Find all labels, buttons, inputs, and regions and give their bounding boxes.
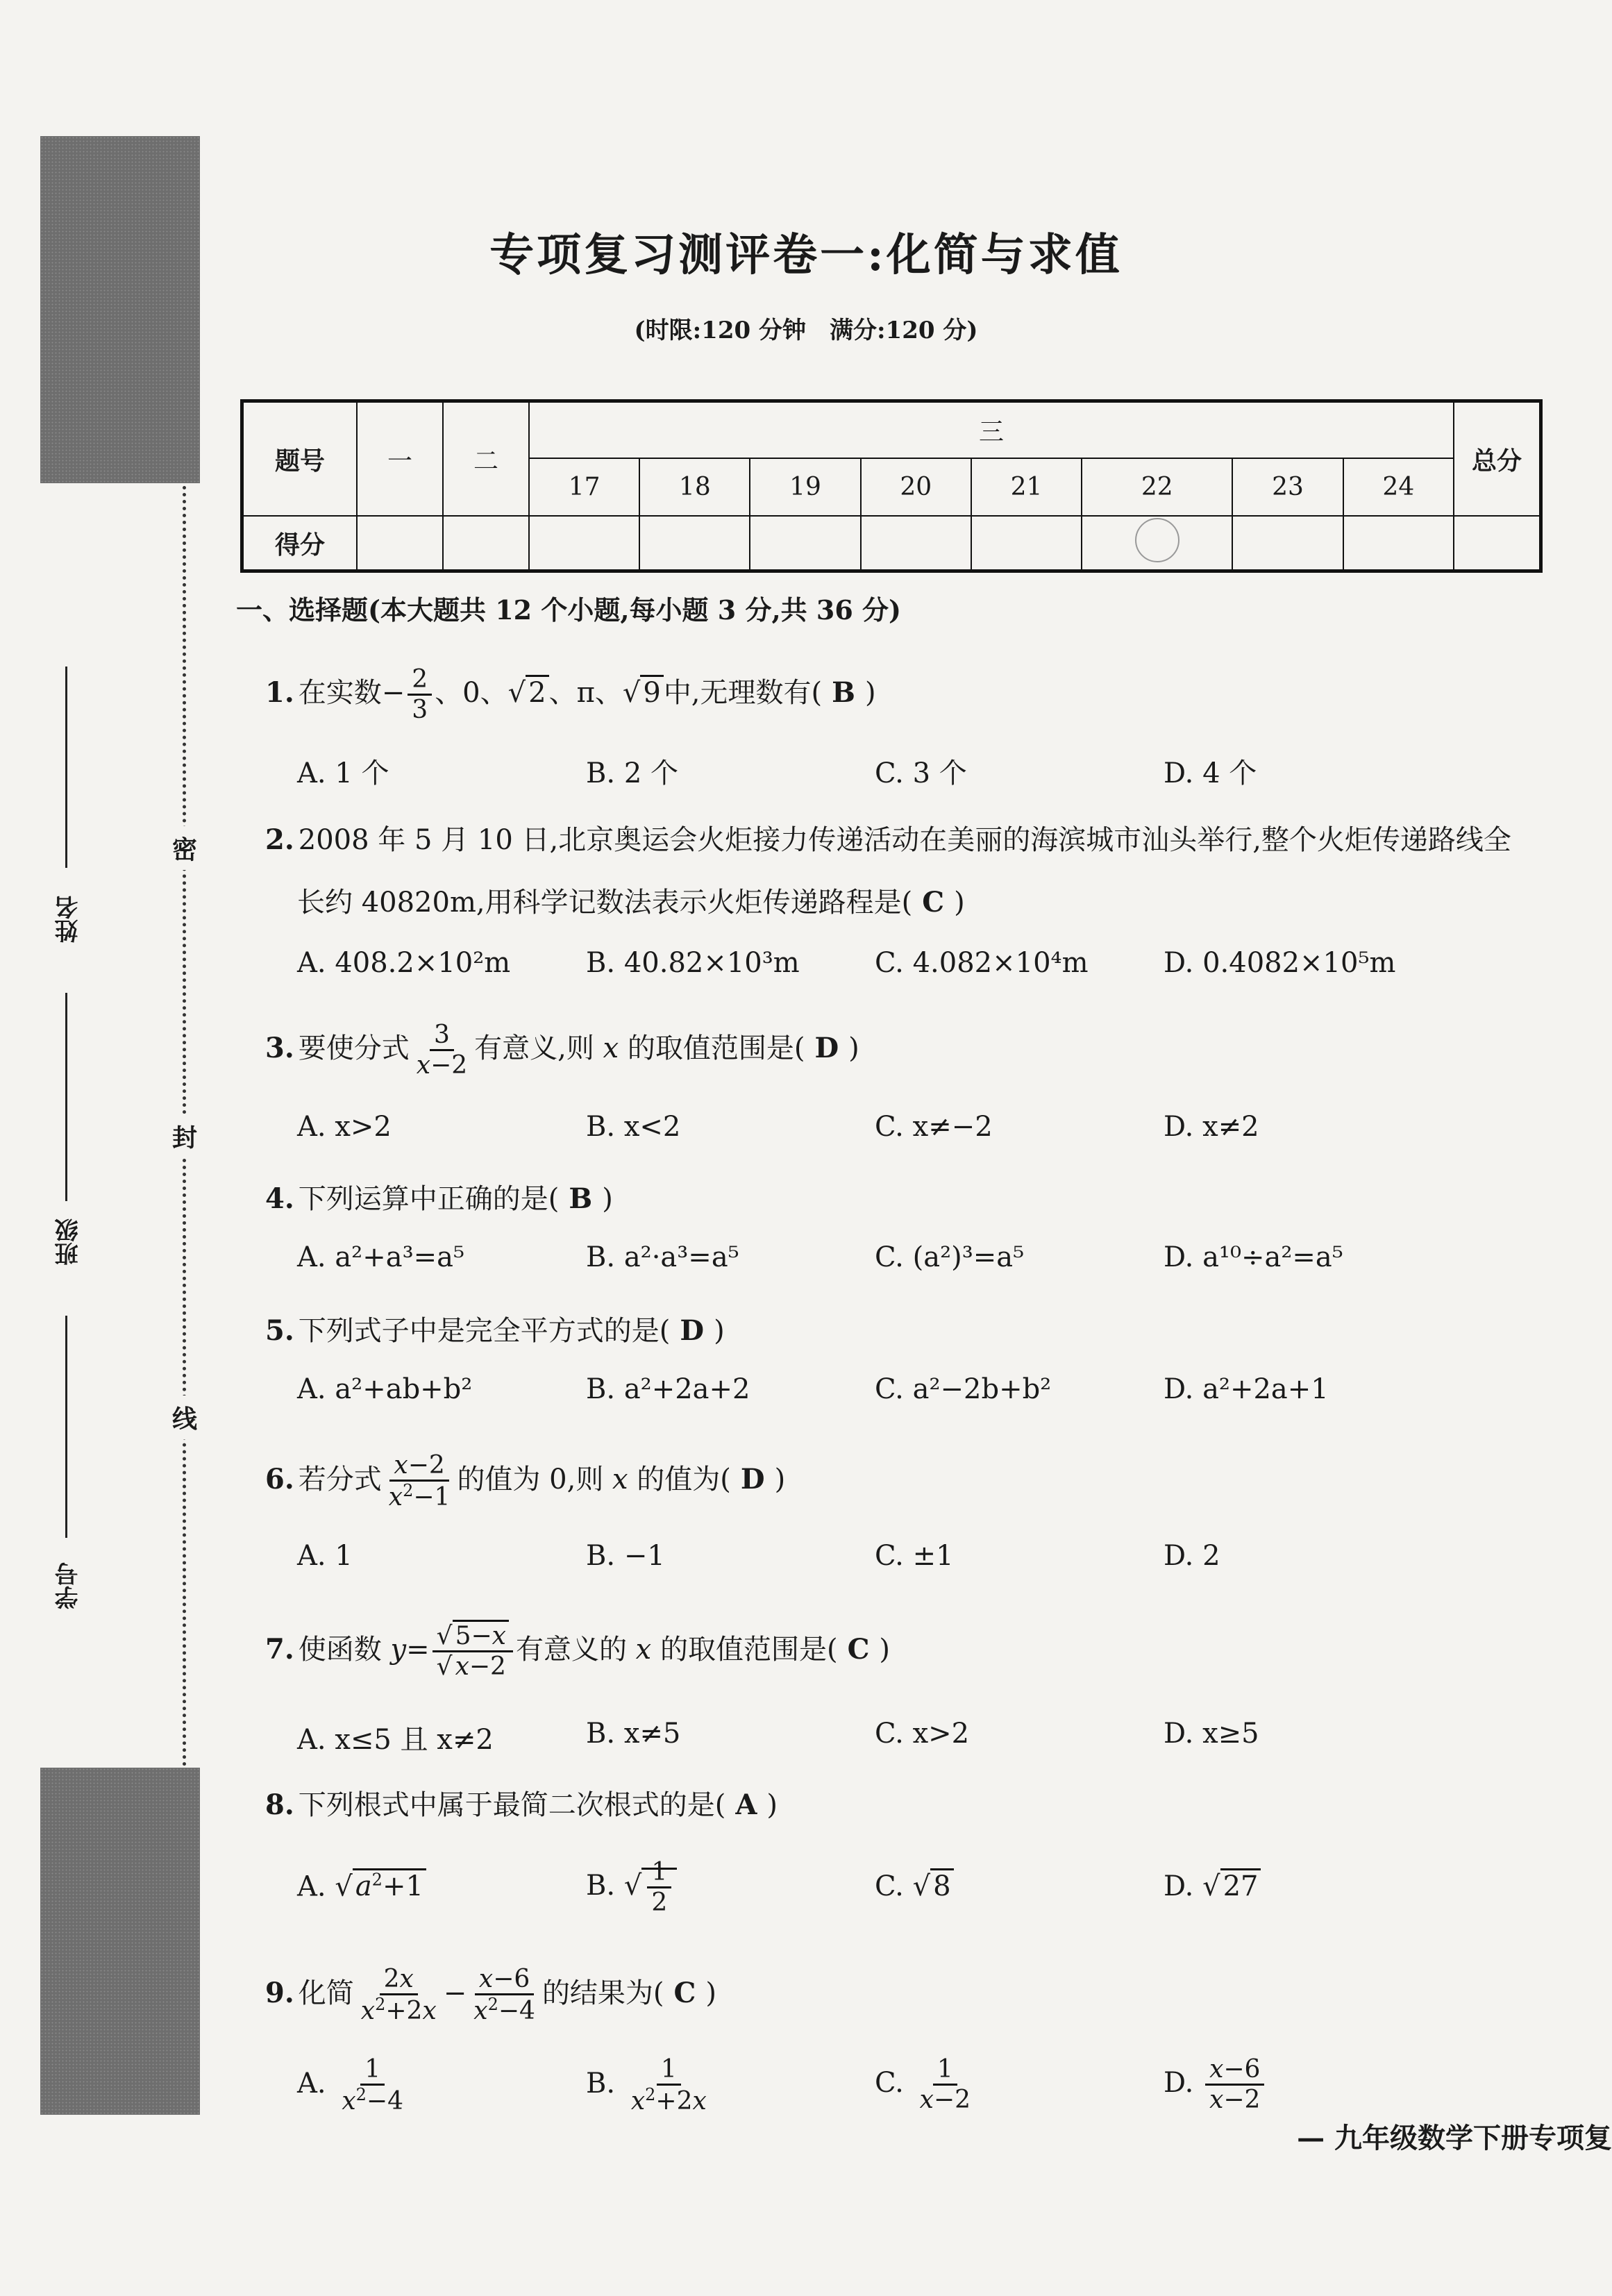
- q-num-19: 19: [750, 458, 860, 516]
- q3-option-d: D. x≠2: [1164, 1111, 1259, 1143]
- q2-option-c: C. 4.082×10⁴m: [875, 947, 1089, 979]
- name-label: 姓名: [55, 896, 83, 943]
- score-cell[interactable]: [861, 516, 971, 571]
- q6-option-d: D. 2: [1164, 1540, 1220, 1572]
- q7-option-d: D. x≥5: [1164, 1718, 1259, 1750]
- page-title: 专项复习测评卷一:化简与求值: [489, 229, 1123, 281]
- q8-option-a: A. √ $a^2+1$: [297, 1870, 426, 1902]
- q2-option-d: D. 0.4082×10⁵m: [1164, 947, 1396, 979]
- binding-gray-block-top: [40, 136, 200, 483]
- question-9: 9. 化简 $\frac{2x}{x^2+2x}$ − $\frac{x-6}{x^2-4}$ 的结果为( C ): [265, 1965, 716, 2026]
- name-line: [65, 667, 67, 868]
- q1-option-c: C. 3 个: [875, 757, 967, 789]
- question-number: 2.: [265, 823, 294, 856]
- q-num-18: 18: [639, 458, 750, 516]
- q4-option-c: C. (a²)³=a⁵: [875, 1241, 1025, 1273]
- q9-option-d: D. $\frac{x-6}{x-2}$: [1164, 2055, 1267, 2115]
- question-text: 下列式子中是完全平方式的是(: [298, 1315, 671, 1347]
- q4-option-b: B. a²·a³=a⁵: [586, 1241, 739, 1273]
- class-line-top: [65, 993, 67, 1201]
- q6-option-a: A. 1: [297, 1540, 353, 1572]
- seal-char-feng: 封: [172, 1114, 197, 1158]
- q-num-20: 20: [861, 458, 971, 516]
- answer: C: [847, 1632, 870, 1666]
- q3-option-c: C. x≠−2: [875, 1111, 993, 1143]
- question-6: 6. 若分式 $\frac{x-2}{x^2-1}$ 的值为 0,则 x 的值为( D ): [265, 1451, 786, 1512]
- q3-option-a: A. x>2: [297, 1111, 392, 1143]
- score-cell[interactable]: [1343, 516, 1454, 571]
- q9-option-b: B. $\frac{1}{x^2+2x}$: [586, 2055, 707, 2116]
- question-number: 5.: [265, 1314, 294, 1347]
- question-2: [265, 818, 1511, 857]
- answer: D: [680, 1314, 705, 1347]
- score-label: 得分: [242, 516, 358, 571]
- q9-option-c: C. $\frac{1}{x-2}$: [875, 2055, 971, 2115]
- question-text: 下列根式中属于最简二次根式的是(: [298, 1789, 726, 1821]
- q8-option-b: B. √ $\frac{1}{2}$: [586, 1858, 677, 1918]
- score-cell[interactable]: [750, 516, 860, 571]
- question-text: 2008 年 5 月 10 日,北京奥运会火炬接力传递活动在美丽的海滨城市汕头举行,整个火炬传递路线全: [298, 824, 1511, 856]
- q2-option-a: A. 408.2×10²m: [297, 947, 511, 979]
- question-2-line-2: 长约 40820m,用科学记数法表示火炬传递路程是( C ): [297, 886, 965, 919]
- part-2-header: 二: [443, 401, 529, 517]
- section-1-heading: 一、选择题(本大题共 12 个小题,每小题 3 分,共 36 分): [236, 594, 901, 626]
- seal-char-mi: 密: [172, 826, 197, 870]
- q3-option-b: B. x<2: [586, 1111, 681, 1143]
- answer: D: [814, 1031, 839, 1064]
- question-4: 4. 下列运算中正确的是( B ): [265, 1182, 613, 1215]
- id-label: 学号: [55, 1562, 83, 1609]
- q5-option-c: C. a²−2b+b²: [875, 1373, 1052, 1405]
- question-number: 3.: [265, 1031, 294, 1064]
- q7-option-b: B. x≠5: [586, 1718, 681, 1750]
- score-cell[interactable]: [1082, 516, 1232, 571]
- class-line-bottom: [65, 1316, 67, 1538]
- answer: C: [922, 886, 945, 919]
- score-cell[interactable]: [1454, 516, 1541, 571]
- answer: A: [735, 1788, 757, 1821]
- answer: B: [569, 1182, 593, 1215]
- q2-option-b: B. 40.82×10³m: [586, 947, 800, 979]
- question-text: 长约 40820m,用科学记数法表示火炬传递路程是(: [297, 887, 913, 919]
- question-number: 1.: [265, 676, 294, 709]
- q6-option-c: C. ±1: [875, 1540, 954, 1572]
- q8-option-c: C. √ 8: [875, 1870, 954, 1902]
- score-cell[interactable]: [1232, 516, 1343, 571]
- q7-option-c: C. x>2: [875, 1718, 970, 1750]
- q-num-17: 17: [529, 458, 639, 516]
- score-cell[interactable]: [971, 516, 1082, 571]
- q4-option-a: A. a²+a³=a⁵: [297, 1241, 464, 1273]
- question-number: 9.: [265, 1976, 294, 2009]
- q-num-21: 21: [971, 458, 1082, 516]
- row-label: 题号: [242, 401, 358, 517]
- part-3-header: 三: [529, 401, 1454, 459]
- q6-option-b: B. −1: [586, 1540, 665, 1572]
- q8-option-d: D. √ 27: [1164, 1870, 1261, 1902]
- q7-option-a: A. x≤5 且 x≠2: [297, 1724, 494, 1756]
- question-number: 4.: [265, 1182, 294, 1215]
- score-cell[interactable]: [357, 516, 443, 571]
- answer: B: [832, 676, 855, 709]
- q5-option-d: D. a²+2a+1: [1164, 1373, 1329, 1405]
- question-number: 6.: [265, 1462, 294, 1495]
- q1-option-d: D. 4 个: [1164, 757, 1257, 789]
- total-header: 总分: [1454, 401, 1541, 517]
- q-num-24: 24: [1343, 458, 1454, 516]
- question-5: 5. 下列式子中是完全平方式的是( D ): [265, 1314, 725, 1347]
- page-subtitle: (时限:120 分钟 满分:120 分): [634, 317, 978, 344]
- q5-option-b: B. a²+2a+2: [586, 1373, 750, 1405]
- question-8: 8. 下列根式中属于最简二次根式的是( A ): [265, 1788, 778, 1821]
- q1-option-a: A. 1 个: [297, 757, 389, 789]
- score-cell[interactable]: [443, 516, 529, 571]
- question-1: 1. 在实数− $\frac{2}{3}$ 、0、√ 2 、π、√ 9 中,无理数有( B ): [265, 665, 876, 725]
- question-7: 7. 使函数 y= $\frac{√ 5-x}{√ x-2}$ 有意义的 x 的取值范围是( C ): [265, 1622, 890, 1682]
- answer: C: [673, 1976, 696, 2009]
- q-num-23: 23: [1232, 458, 1343, 516]
- class-label: 班级: [55, 1218, 83, 1266]
- answer: D: [740, 1462, 765, 1495]
- question-number: 8.: [265, 1788, 294, 1821]
- binding-gray-block-bottom: [40, 1768, 200, 2115]
- page-footer: — 九年级数学下册专项复: [1297, 2122, 1612, 2154]
- q-num-22: 22: [1082, 458, 1232, 516]
- seal-char-xian: 线: [172, 1396, 197, 1439]
- score-cell[interactable]: [529, 516, 639, 571]
- question-3: 3. 要使分式 $\frac{3}{x-2}$ 有意义,则 x 的取值范围是( D ): [265, 1021, 859, 1080]
- score-cell[interactable]: [639, 516, 750, 571]
- score-table: [240, 399, 1543, 573]
- q1-option-b: B. 2 个: [586, 757, 678, 789]
- part-1-header: 一: [357, 401, 443, 517]
- q5-option-a: A. a²+ab+b²: [297, 1373, 473, 1405]
- stamp-icon: [1135, 518, 1179, 562]
- question-number: 7.: [265, 1632, 294, 1666]
- q9-option-a: A. $\frac{1}{x^2-4}$: [297, 2055, 403, 2116]
- q4-option-d: D. a¹⁰÷a²=a⁵: [1164, 1241, 1343, 1273]
- question-text: 下列运算中正确的是(: [298, 1183, 560, 1215]
